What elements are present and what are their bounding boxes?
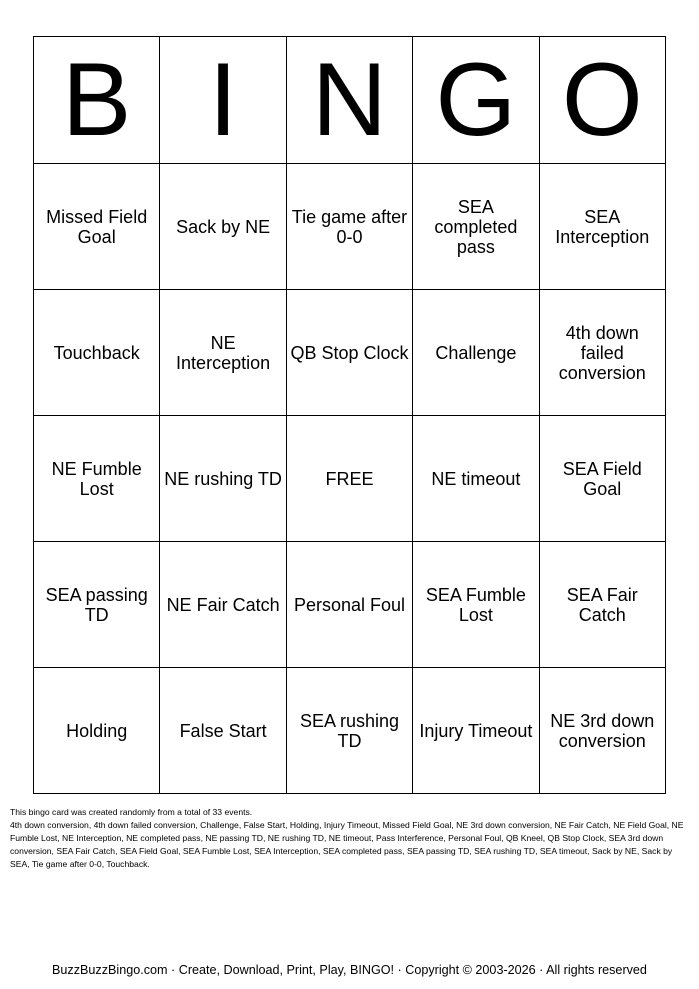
bingo-card [33,36,666,794]
bingo-cell [413,290,539,416]
bingo-row [34,542,666,668]
bingo-cell [34,668,160,794]
header-letter-o: O [539,37,665,164]
cell-text: Challenge [435,342,517,363]
bingo-cell [539,290,665,416]
cell-text: Sack by NE [176,216,271,237]
bingo-cell-free [286,416,412,542]
bingo-cell [539,164,665,290]
cell-text: SEA passing TD [45,584,148,625]
cell-text: FREE [325,468,374,489]
bingo-cell [413,416,539,542]
cell-text: NE Fair Catch [166,594,280,615]
cell-text: NE Fumble Lost [51,458,142,499]
bingo-cell [34,164,160,290]
cell-text: QB Stop Clock [290,342,409,363]
bingo-cell [413,164,539,290]
header-letter-b: B [34,37,160,164]
bingo-cell [413,542,539,668]
cell-text: NE rushing TD [164,468,282,489]
bingo-cell [539,668,665,794]
cell-text: Missed Field Goal [46,206,148,247]
bingo-row [34,290,666,416]
cell-text: False Start [179,720,267,741]
card-info [10,806,690,871]
bingo-header-row [34,37,666,164]
bingo-cell [160,668,286,794]
cell-text: NE 3rd down conversion [550,710,655,751]
bingo-cell [286,164,412,290]
cell-text: NE timeout [431,468,521,489]
bingo-cell [539,542,665,668]
bingo-cell [413,668,539,794]
card-info-summary: This bingo card was created randomly from a total of 33 events. [10,807,253,817]
cell-text: Personal Foul [293,594,405,615]
cell-text: Injury Timeout [419,720,533,741]
page-footer: BuzzBuzzBingo.com · Create, Download, Print, Play, BINGO! · Copyright © 2003-2026 · All rights reserved [52,963,647,977]
cell-text: SEA Fair Catch [566,584,638,625]
bingo-cell [286,290,412,416]
bingo-cell [34,542,160,668]
cell-text: Tie game after 0-0 [291,206,408,247]
header-letter-n: N [286,37,412,164]
cell-text: NE Interception [176,332,271,373]
cell-text: 4th down failed conversion [558,322,646,383]
bingo-cell [539,416,665,542]
bingo-cell [34,416,160,542]
cell-text: SEA rushing TD [299,710,399,751]
bingo-cell [160,290,286,416]
cell-text: Holding [66,720,128,741]
bingo-cell [286,668,412,794]
bingo-cell [286,542,412,668]
cell-text: SEA completed pass [434,196,518,257]
bingo-cell [160,416,286,542]
bingo-row [34,668,666,794]
header-letter-i: I [160,37,286,164]
card-info-event-list: 4th down conversion, 4th down failed conversion, Challenge, False Start, Holding, Injury Timeout, Missed Field Goal, NE 3rd down conversion, NE Fair Catch, NE Field Goal, NE Fumble Lost, NE Interception, NE completed pass, NE passing TD, NE rushing TD, NE timeout, Pass Interference, Personal Foul, QB Kneel, QB Stop Clock, SEA 3rd down conversion, SEA Fair Catch, SEA Field Goal, SEA Fumble Lost, SEA Interception, SEA completed pass, SEA passing TD, SEA rushing TD, SEA timeout, Sack by NE, Sack by SEA, Tie game after 0-0, Touchback. [10,820,684,869]
cell-text: SEA Fumble Lost [425,584,526,625]
bingo-row [34,416,666,542]
cell-text: Touchback [53,342,140,363]
cell-text: SEA Field Goal [562,458,642,499]
bingo-cell [160,164,286,290]
bingo-row [34,164,666,290]
header-letter-g: G [413,37,539,164]
cell-text: SEA Interception [555,206,650,247]
bingo-cell [160,542,286,668]
bingo-cell [34,290,160,416]
